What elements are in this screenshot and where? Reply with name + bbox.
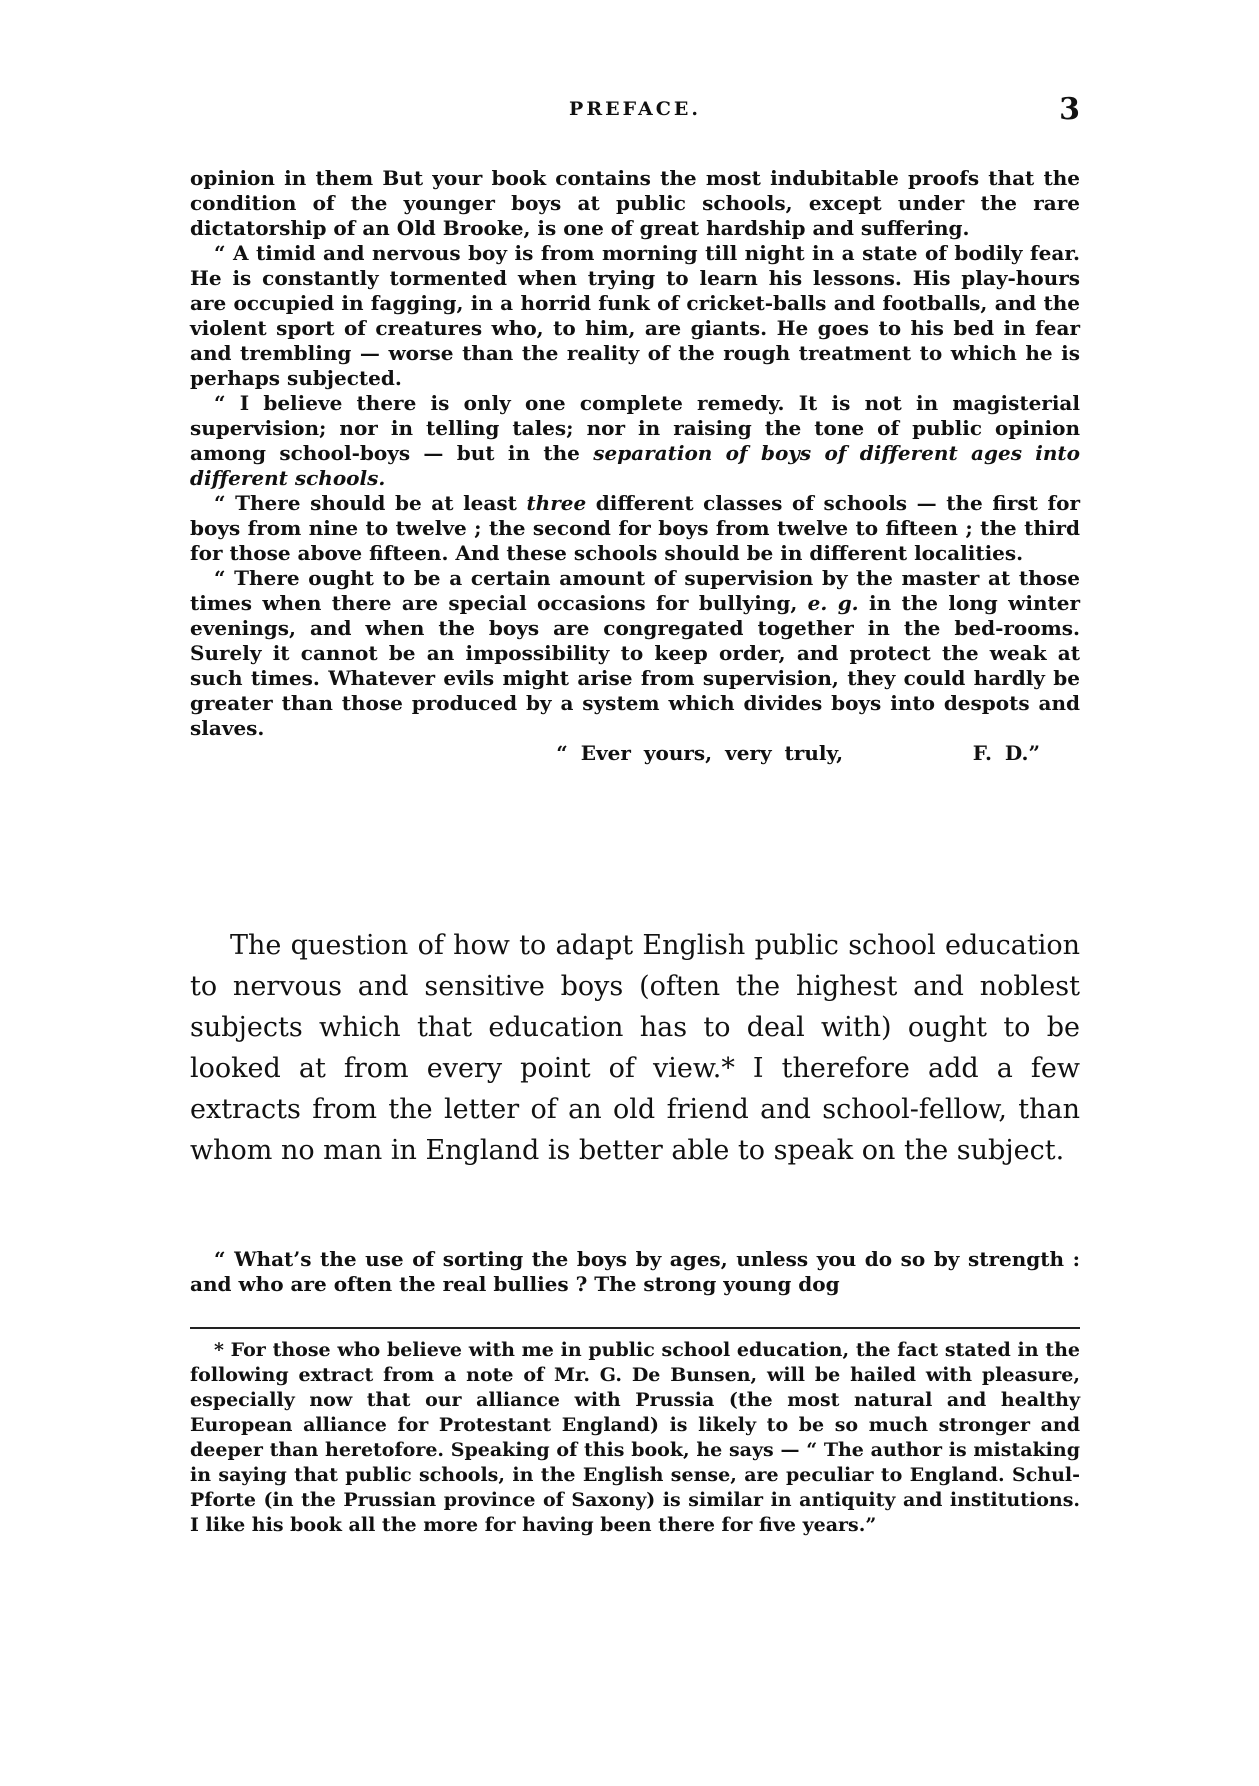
letter-paragraph-3-text: “ I believe there is only one complete remedy. It is not in magisterial supervision; nor in telling tales; nor in raising the tone of public opinion among school-boys — but in the: [190, 391, 1080, 465]
letter-excerpt: [190, 166, 1080, 766]
main-text: [190, 925, 1080, 1171]
letter-paragraph-1: opinion in them But your book contains the most indubitable proofs that the condition of the younger boys at public schools, except under the rare dictatorship of an Old Brooke, is one of great hardship and suffering.: [190, 166, 1080, 240]
letter-paragraph-3: [190, 391, 1080, 491]
letter-paragraph-5-emphasis: e. g.: [807, 591, 859, 615]
letter-paragraph-3-emphasis: separation of boys of different ages into different schools.: [190, 441, 1081, 490]
footnote-text: * For those who believe with me in public school education, the fact stated in the following extract from a note of Mr. G. De Bunsen, will be hailed with pleasure, especially now that our alliance with Prussia (the most natural and healthy European alliance for Protestant England) is likely to be so much stronger and deeper than heretofore. Speaking of this book, he says — “ The author is mistaking in saying that public schools, in the English sense, are peculiar to England. Schul-Pforte (in the Prussian province of Saxony) is similar in antiquity and institutions. I like his book all the more for having been there for five years.”: [190, 1339, 1080, 1536]
letter-paragraph-4-text-start: “ There should be at least: [214, 491, 527, 515]
signoff-text: “ Ever yours, very truly,: [556, 741, 844, 765]
quoted-letter-text: “ What’s the use of sorting the boys by ages, unless you do so by strength : and who are often the real bullies ? The strong young dog: [190, 1247, 1080, 1296]
footnote-divider: [190, 1327, 1080, 1329]
letter-paragraph-4-text-end: different classes of schools — the first for boys from nine to twelve ; the second for boys from twelve to fifteen ; the third for those above fifteen. And these schools should be in different localities.: [190, 491, 1080, 565]
letter-paragraph-5: [190, 566, 1080, 741]
running-title: PREFACE.: [569, 98, 701, 120]
signoff-initials: F. D.”: [972, 741, 1040, 765]
letter-paragraph-2: “ A timid and nervous boy is from morning till night in a state of bodily fear. He is constantly tormented when trying to learn his lessons. His play-hours are occupied in fagging, in a horrid funk of cricket-balls and footballs, and the violent sport of creatures who, to him, are giants. He goes to his bed in fear and trembling — worse than the reality of the rough treatment to which he is perhaps subjected.: [190, 241, 1080, 390]
footnote: [190, 1338, 1080, 1538]
page-number: 3: [1059, 92, 1080, 127]
letter-paragraph-4-emphasis: three: [526, 491, 587, 515]
letter-paragraph-4: [190, 491, 1080, 566]
letter-paragraph-5-text-end: in the long winter evenings, and when the boys are congregated together in the bed-rooms. Surely it cannot be an impossibility to keep order, and protect the weak at such times. Whatever evils might arise from supervision, they could hardly be greater than those produced by a system which divides boys into despots and slaves.: [190, 591, 1080, 740]
running-header: [190, 92, 1080, 128]
quoted-letter: [190, 1247, 1080, 1297]
main-paragraph: The question of how to adapt English public school education to nervous and sensitive boys (often the highest and noblest subjects which that education has to deal with) ought to be looked at from every point of view.* I therefore add a few extracts from the letter of an old friend and school-fellow, than whom no man in England is better able to speak on the subject.: [190, 930, 1080, 1166]
letter-paragraph-5-text-start: “ There ought to be a certain amount of supervision by the master at those times when there are special occasions for bullying,: [190, 566, 1080, 615]
letter-signoff: [190, 741, 1080, 766]
